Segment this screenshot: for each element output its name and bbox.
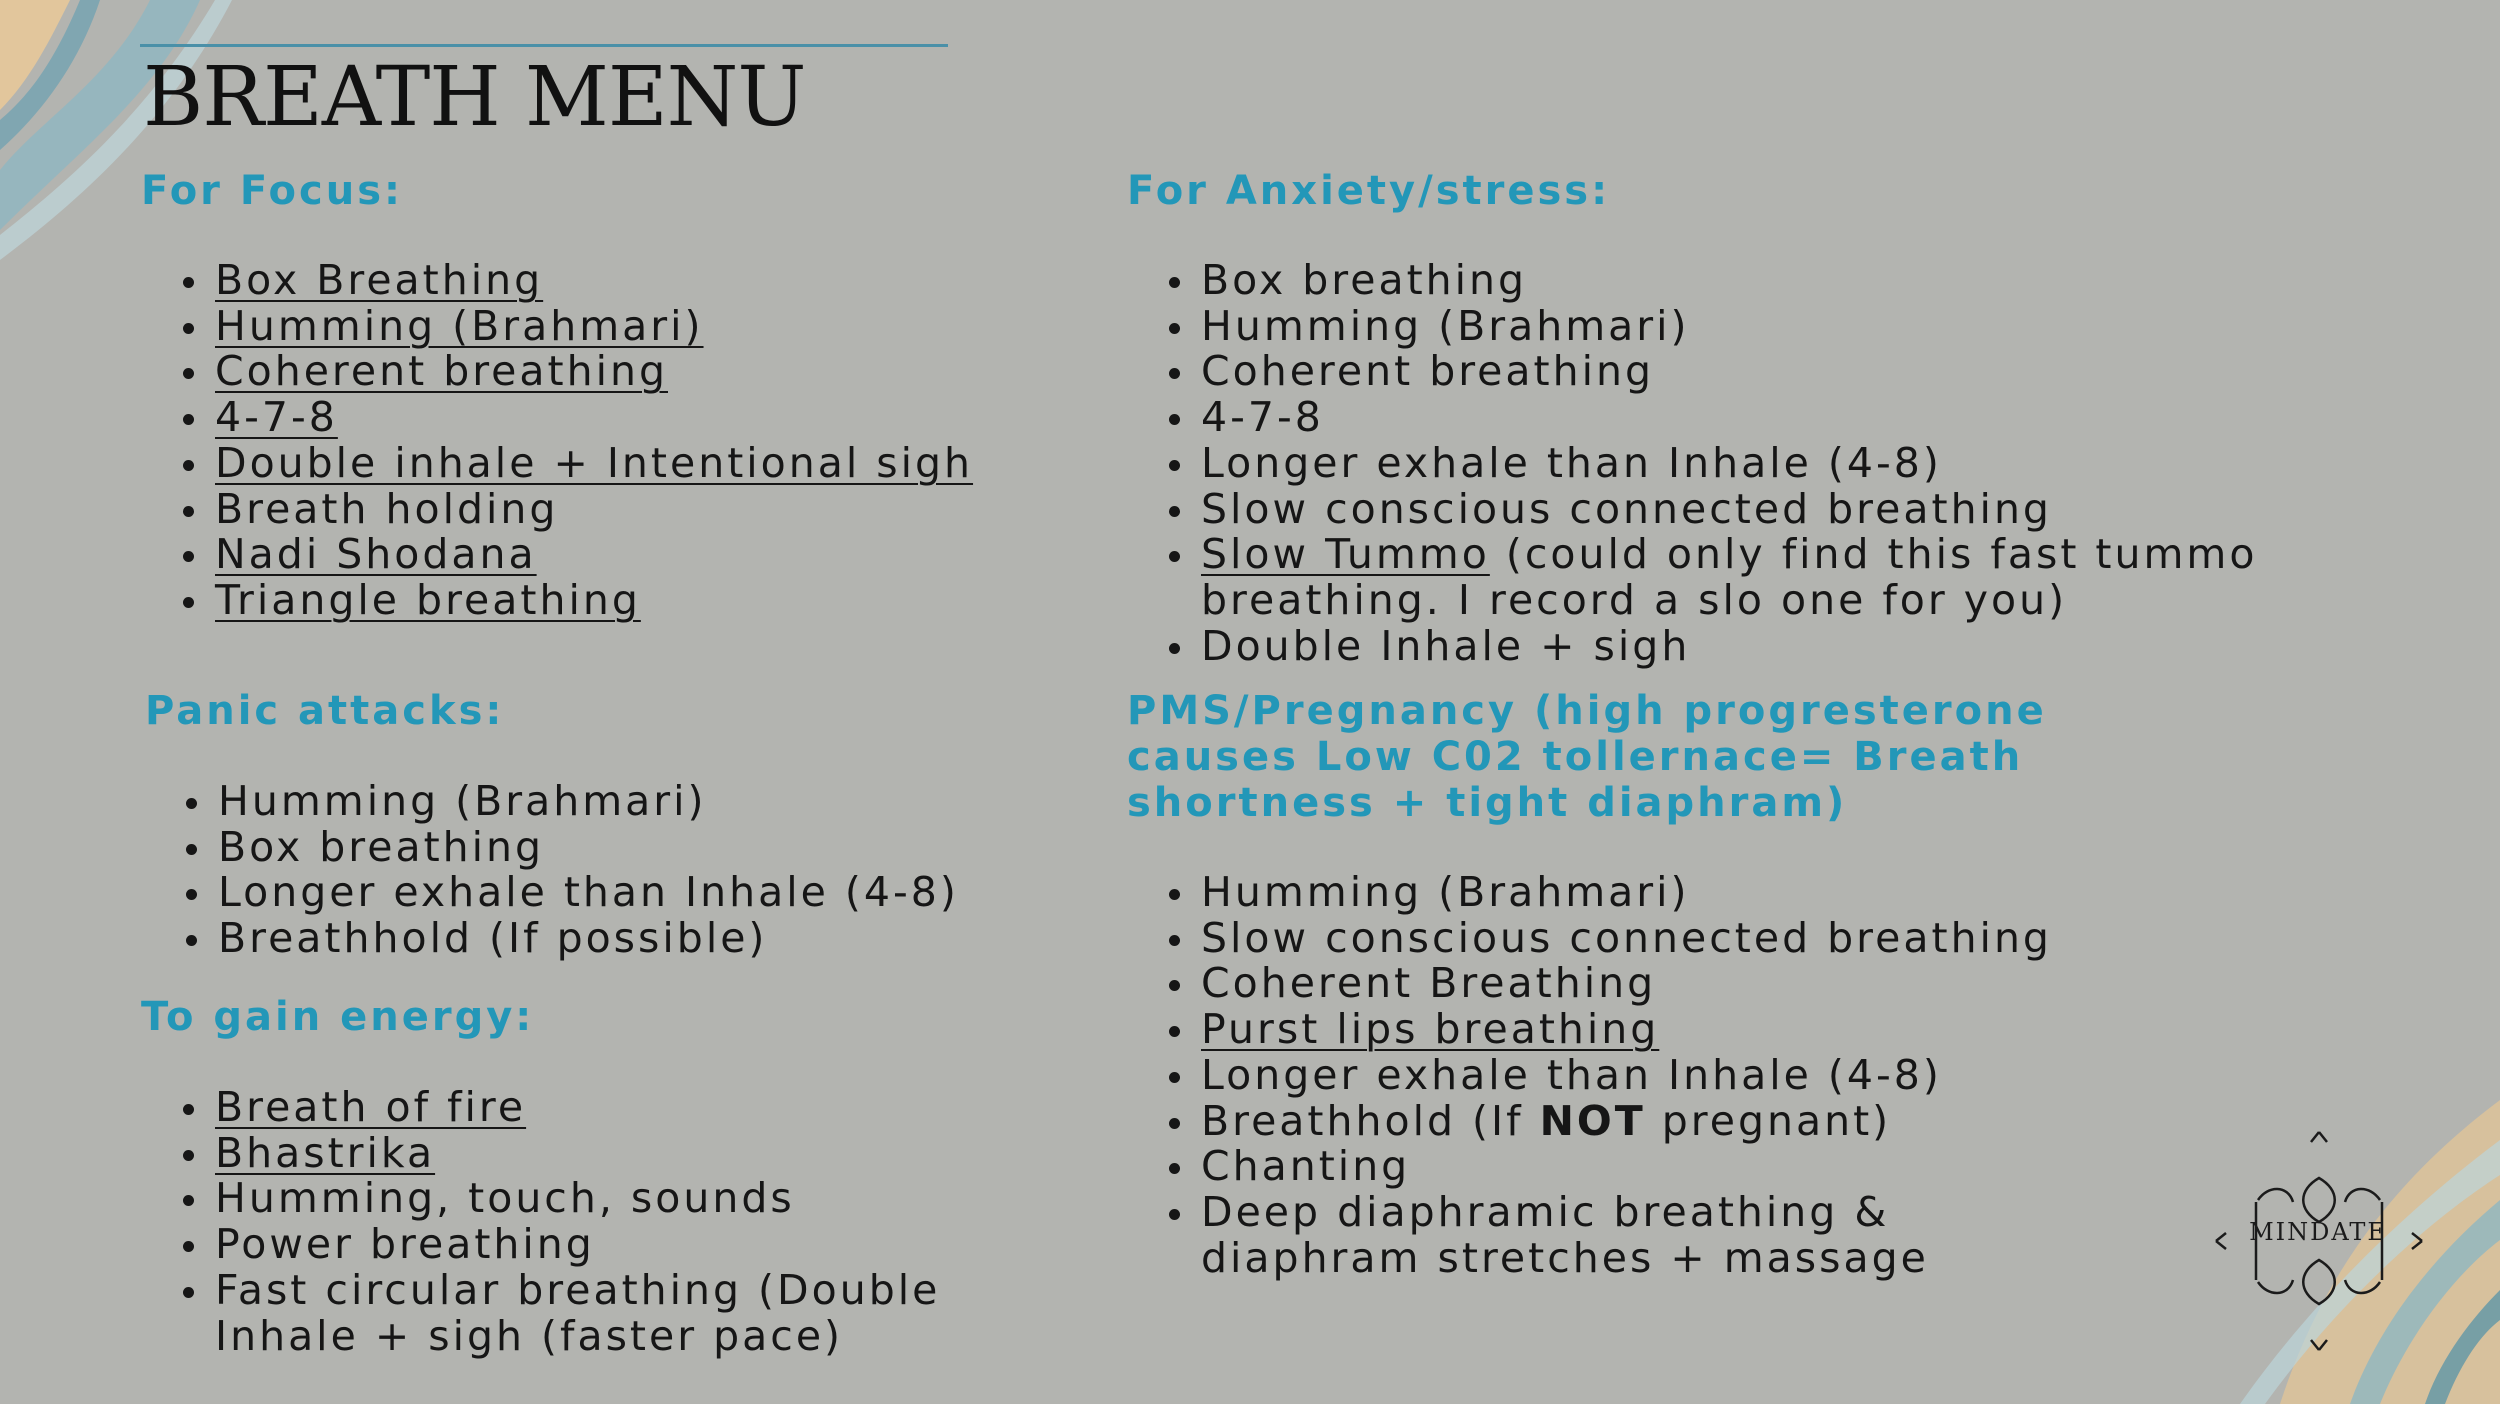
list-item (1201, 913, 2101, 962)
list-item (215, 1265, 975, 1360)
logo-text: MINDATE (2249, 1218, 2387, 1246)
list-item[interactable] (215, 301, 973, 350)
list-item (218, 822, 959, 871)
list-item (1201, 621, 2311, 670)
item-text: Fast circular breathing (Double Inhale + sigh (faster pace) (215, 1265, 941, 1360)
energy-heading: To gain energy: (141, 994, 535, 1040)
list-item (218, 870, 959, 916)
panic-list (218, 779, 959, 962)
item-text: Deep diaphramic breathing & diaphram stretches + massage (1201, 1187, 1929, 1282)
item-text: Longer exhale than Inhale (4-8) (218, 868, 959, 917)
item-text: Breathhold (If (1201, 1096, 1540, 1145)
title-rule (140, 44, 948, 47)
item-text: Power breathing (215, 1220, 595, 1269)
list-item (1201, 484, 2311, 533)
list-item (1201, 1050, 2101, 1099)
link[interactable]: 4-7-8 (215, 393, 338, 442)
list-item[interactable] (215, 438, 974, 487)
link[interactable]: Double inhale + Intentional sigh (215, 438, 974, 487)
list-item (1201, 301, 2311, 350)
panic-heading: Panic attacks: (145, 688, 505, 734)
item-text: pregnant) (1645, 1096, 1892, 1145)
list-item[interactable] (215, 532, 973, 578)
link[interactable]: Bhastrika (215, 1128, 436, 1177)
link[interactable]: Triangle breathing (215, 575, 641, 624)
list-item[interactable] (1201, 1007, 2101, 1053)
list-item (1201, 1187, 2101, 1282)
item-text: Longer exhale than Inhale (4-8) (1201, 438, 1942, 487)
energy-list (215, 1085, 975, 1359)
emphasis-text: NOT (1539, 1096, 1646, 1145)
list-item (1201, 395, 2311, 441)
list-item (215, 1176, 975, 1222)
list-item (1201, 258, 2311, 304)
item-text: Coherent Breathing (1201, 959, 1657, 1008)
list-item (218, 916, 959, 962)
link[interactable]: Nadi Shodana (215, 530, 537, 579)
list-item (215, 484, 973, 533)
item-text: 4-7-8 (1201, 393, 1324, 442)
list-item (1201, 349, 2311, 395)
list-item (1201, 1096, 2101, 1145)
item-text: Breath holding (215, 484, 559, 533)
item-text: Slow conscious connected breathing (1201, 913, 2052, 962)
item-text: Humming (Brahmari) (1201, 868, 1690, 916)
list-item (1201, 1144, 2101, 1190)
pms-heading: PMS/Pregnancy (high progresterone causes Low C02 tollernace= Breath shortness + tight diaphram) (1127, 688, 2047, 826)
item-text: Box breathing (218, 822, 545, 871)
list-item[interactable] (215, 575, 973, 624)
list-item[interactable] (215, 395, 973, 441)
item-text: Double Inhale + sigh (1201, 621, 1691, 670)
item-text: Breathhold (If possible) (218, 914, 768, 963)
link[interactable]: Slow Tummo (1201, 530, 1490, 579)
list-item[interactable] (215, 258, 973, 304)
list-item[interactable] (215, 349, 973, 395)
page-title: BREATH MENU (143, 50, 806, 145)
item-text: Coherent breathing (1201, 347, 1654, 396)
item-text: (could only find this fast tummo breathing. I record a slo one for you) (1201, 530, 2258, 624)
list-item (1201, 961, 2101, 1007)
item-text: Humming, touch, sounds (215, 1174, 795, 1223)
link[interactable]: Humming (Brahmari) (215, 301, 704, 350)
link[interactable]: Purst lips breathing (1201, 1005, 1660, 1054)
pms-list (1201, 870, 2101, 1281)
anxiety-list (1201, 258, 2311, 669)
list-item (1201, 438, 2311, 487)
list-item (215, 1222, 975, 1268)
link[interactable]: Box Breathing (215, 256, 544, 304)
link[interactable]: Coherent breathing (215, 347, 668, 396)
item-text: Slow conscious connected breathing (1201, 484, 2052, 533)
list-item (1201, 870, 2101, 916)
focus-list (215, 258, 973, 624)
list-item[interactable] (1201, 532, 2311, 623)
item-text: Longer exhale than Inhale (4-8) (1201, 1050, 1942, 1099)
item-text: Humming (Brahmari) (1201, 301, 1690, 350)
item-text: Box breathing (1201, 256, 1528, 304)
focus-heading: For Focus: (141, 168, 404, 214)
item-text: Humming (Brahmari) (218, 777, 707, 825)
list-item (218, 779, 959, 825)
anxiety-heading: For Anxiety/stress: (1127, 168, 1611, 214)
link[interactable]: Breath of fire (215, 1083, 527, 1131)
item-text: Chanting (1201, 1142, 1411, 1191)
list-item[interactable] (215, 1085, 975, 1131)
list-item[interactable] (215, 1128, 975, 1177)
